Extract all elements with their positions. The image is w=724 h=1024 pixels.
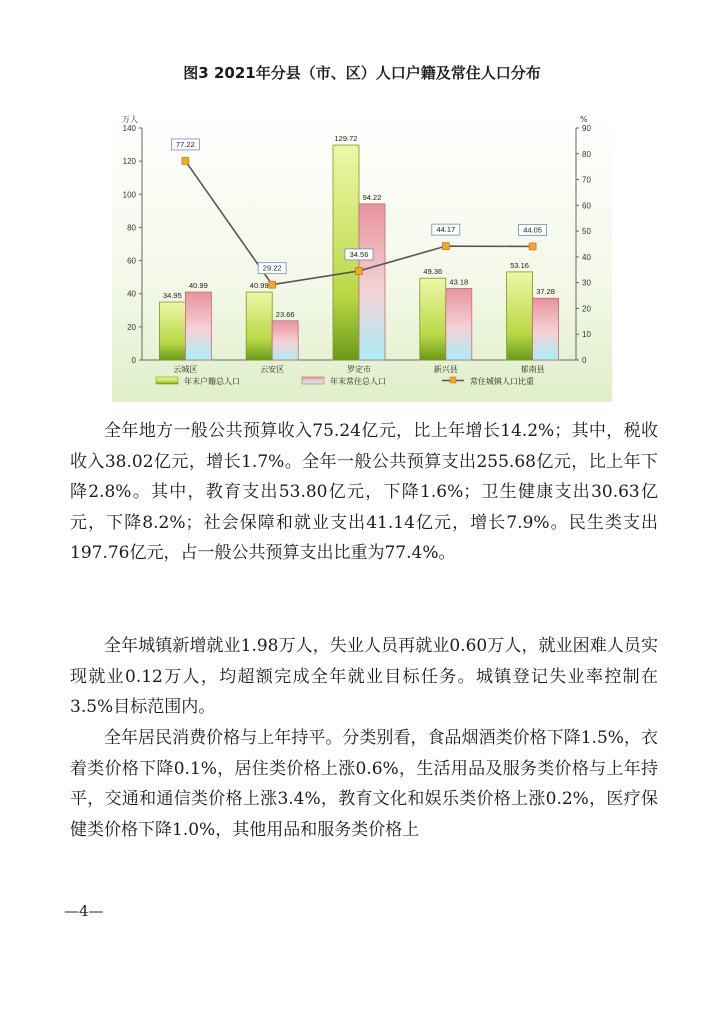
ratio-point: [269, 281, 276, 288]
right-axis-tick-label: 40: [582, 252, 591, 262]
paragraph-budget: 全年地方一般公共预算收入75.24亿元，比上年增长14.2%；其中，税收收入38.02亿元，增长1.7%。全年一般公共预算支出255.68亿元，比上年下降2.8%。其中，教育支出53.80亿元，下降1.6%；卫生健康支出30.63亿元，下降8.2%；社会保障和就业支出41.14亿元，增长7.9%。民生类支出197.76亿元，占一般公共预算支出比重为77.4%。: [70, 421, 658, 563]
right-axis-tick-label: 70: [582, 175, 591, 185]
x-axis-category-label: 罗定市: [347, 365, 371, 374]
ratio-point: [442, 243, 449, 250]
legend-swatch-marker: [450, 377, 456, 383]
legend-swatch: [156, 377, 178, 384]
bar-data-label: 53.16: [510, 260, 529, 270]
ratio-data-label: 29.22: [262, 263, 282, 273]
left-axis-tick-label: 0: [131, 356, 136, 365]
right-axis-tick-label: 0: [582, 356, 587, 365]
legend-label: 年末常住总人口: [330, 377, 386, 386]
legend-label: 常住城镇人口比重: [470, 377, 534, 386]
ratio-data-label: 77.22: [176, 139, 195, 149]
page-number: —4—: [64, 902, 104, 920]
bar-registered: [420, 278, 446, 360]
right-axis-tick-label: 60: [582, 201, 591, 211]
bar-resident: [533, 298, 559, 360]
right-axis-tick-label: 50: [582, 227, 591, 237]
right-axis-tick-label: 30: [582, 278, 591, 288]
bar-registered: [246, 292, 272, 360]
x-axis-category-label: 云安区: [260, 365, 285, 374]
bar-resident: [446, 288, 472, 360]
right-axis-tick-label: 20: [582, 304, 591, 314]
legend-label: 年末户籍总人口: [184, 377, 240, 386]
figure-title: 图3 2021年分县（市、区）人口户籍及常住人口分布: [183, 64, 541, 82]
bar-data-label: 94.22: [362, 192, 382, 202]
x-axis-category-label: 云城区: [173, 365, 198, 374]
bar-registered: [507, 272, 533, 360]
left-axis-tick-label: 120: [122, 157, 136, 167]
bar-resident: [272, 321, 298, 360]
left-axis-tick-label: 20: [127, 322, 136, 332]
bar-resident: [185, 292, 211, 360]
bar-resident: [359, 204, 385, 360]
paragraph-cpi: 全年居民消费价格与上年持平。分类别看，食品烟酒类价格下降1.5%，衣着类价格下降0.1%，居住类价格上涨0.6%，生活用品及服务类价格与上年持平，交通和通信类价格上涨3.4%，教育文化和娱乐类价格上涨0.2%，医疗保健类价格下降1.0%，其他用品和服务类价格上: [70, 728, 658, 840]
right-axis-tick-label: 80: [582, 149, 591, 159]
bar-data-label: 40.99: [189, 281, 208, 291]
left-axis-tick-label: 40: [127, 289, 136, 299]
legend-swatch: [302, 377, 324, 384]
x-axis-category-label: 新兴县: [433, 365, 458, 374]
right-axis-tick-label: 90: [582, 124, 591, 133]
bar-data-label: 37.28: [536, 287, 555, 297]
left-axis-tick-label: 100: [122, 190, 136, 200]
bar-data-label: 23.66: [275, 309, 295, 319]
ratio-data-label: 34.56: [349, 249, 369, 259]
bar-data-label: 49.36: [423, 267, 443, 277]
ratio-data-label: 44.17: [436, 225, 456, 235]
paragraph-employment: 全年城镇新增就业1.98万人，失业人员再就业0.60万人，就业困难人员实现就业0.12万人，均超额完成全年就业目标任务。城镇登记失业率控制在3.5%目标范围内。: [70, 636, 658, 717]
left-axis-tick-label: 140: [122, 124, 136, 133]
bar-registered: [159, 302, 185, 360]
ratio-point: [356, 267, 363, 274]
left-axis-tick-label: 60: [127, 256, 136, 266]
ratio-point: [182, 157, 189, 164]
bar-data-label: 34.95: [163, 291, 182, 301]
bar-data-label: 40.99: [249, 281, 269, 291]
left-axis-unit: 万人: [122, 115, 138, 124]
bar-data-label: 129.72: [334, 134, 358, 144]
right-axis-unit: %: [580, 115, 588, 124]
ratio-point: [529, 243, 536, 250]
left-axis-tick-label: 80: [127, 223, 136, 233]
ratio-data-label: 44.05: [523, 225, 542, 235]
bar-data-label: 43.18: [449, 277, 469, 287]
right-axis-tick-label: 10: [582, 330, 591, 340]
population-chart: [112, 112, 612, 402]
x-axis-category-label: 郁南县: [520, 365, 545, 374]
